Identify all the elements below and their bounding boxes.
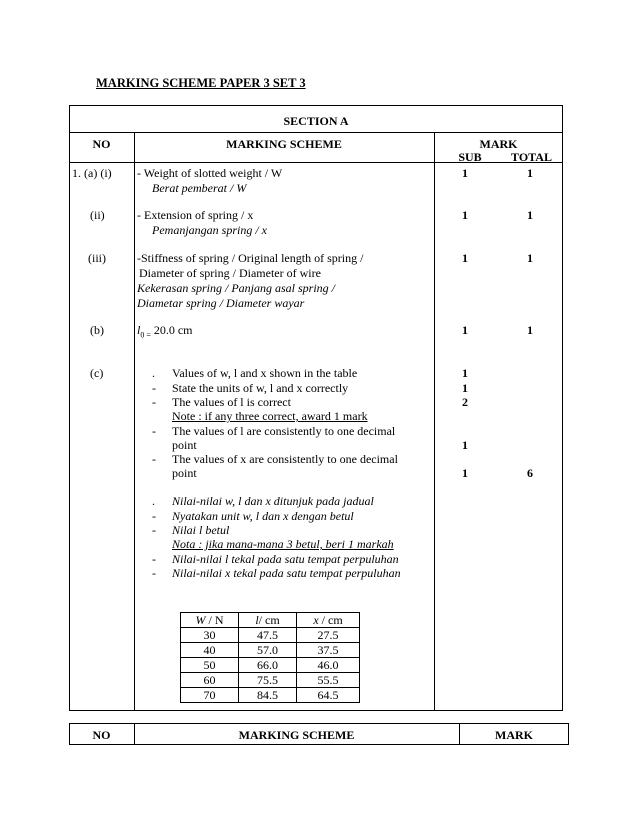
scheme-line-malay: Kekerasan spring / Panjang asal spring /: [137, 281, 336, 295]
sub-mark: 1: [462, 166, 468, 180]
table-header: W / N: [181, 613, 239, 628]
sub-mark: 1: [462, 466, 468, 480]
sub-mark: 1: [462, 208, 468, 222]
scheme-line: The values of l are consistently to one decimal: [172, 424, 396, 438]
scheme-line: - Weight of slotted weight / W: [137, 166, 283, 180]
scheme-line-malay: Nilai-nilai l tekal pada satu tempat perpuluhan: [172, 552, 399, 566]
footer-header-no: NO: [92, 728, 111, 742]
divider: [434, 132, 435, 711]
table-cell: 55.5: [297, 673, 360, 688]
value: 20.0 cm: [150, 323, 193, 337]
table-cell: 75.5: [239, 673, 297, 688]
total-mark: 1: [527, 208, 533, 222]
question-no: (b): [90, 323, 104, 337]
bullet: -: [152, 509, 156, 523]
header-scheme: MARKING SCHEME: [226, 137, 342, 151]
table-header: x / cm: [297, 613, 360, 628]
table-row: [181, 658, 360, 673]
table-cell: 30: [181, 628, 239, 643]
scheme-line: Values of w, l and x shown in the table: [172, 366, 358, 380]
scheme-line: The values of x are consistently to one decimal: [172, 452, 398, 466]
header-sub: SUB: [458, 150, 482, 164]
scheme-line-malay: Diametar spring / Diameter wayar: [137, 296, 305, 310]
scheme-line-malay: Nyatakan unit w, l dan x dengan betul: [172, 509, 354, 523]
table-cell: 40: [181, 643, 239, 658]
table-cell: 70: [181, 688, 239, 703]
section-heading: SECTION A: [283, 114, 349, 128]
bullet: -: [152, 381, 156, 395]
table-cell: 66.0: [239, 658, 297, 673]
table-cell: 60: [181, 673, 239, 688]
bullet: .: [152, 366, 155, 380]
divider: [134, 132, 135, 711]
header-total: TOTAL: [511, 150, 552, 164]
bullet: -: [152, 552, 156, 566]
bullet: -: [152, 523, 156, 537]
scheme-line: point: [172, 438, 197, 452]
scheme-note: Note : if any three correct, award 1 mark: [172, 409, 368, 423]
scheme-line-malay: Nilai-nilai x tekal pada satu tempat perpuluhan: [172, 566, 401, 580]
scheme-line: point: [172, 466, 197, 480]
sub-mark: 1: [462, 366, 468, 380]
scheme-line: State the units of w, l and x correctly: [172, 381, 349, 395]
scheme-line: -Stiffness of spring / Original length of spring /: [137, 251, 364, 265]
table-row: [181, 643, 360, 658]
table-cell: 57.0: [239, 643, 297, 658]
table-cell: 37.5: [297, 643, 360, 658]
footer-header-mark: MARK: [495, 728, 533, 742]
table-row: [181, 688, 360, 703]
total-mark: 6: [527, 466, 533, 480]
total-mark: 1: [527, 166, 533, 180]
data-table: [180, 612, 360, 703]
scheme-line: - Extension of spring / x: [137, 208, 254, 222]
scheme-line: [137, 323, 193, 339]
footer-header-scheme: MARKING SCHEME: [238, 728, 355, 742]
table-row: [181, 673, 360, 688]
divider: [69, 132, 563, 133]
scheme-line: The values of l is correct: [172, 395, 291, 409]
table-cell: 64.5: [297, 688, 360, 703]
total-mark: 1: [527, 323, 533, 337]
page-title: MARKING SCHEME PAPER 3 SET 3: [96, 76, 306, 90]
bullet: -: [152, 566, 156, 580]
subscript: 0 =: [140, 330, 151, 340]
table-header-row: [181, 613, 360, 628]
scheme-line-malay: Nilai l betul: [172, 523, 230, 537]
table-cell: 46.0: [297, 658, 360, 673]
bullet: -: [152, 424, 156, 438]
sub-mark: 1: [462, 381, 468, 395]
sub-mark: 1: [462, 251, 468, 265]
question-no: 1. (a) (i): [72, 166, 112, 180]
bullet: -: [152, 395, 156, 409]
sub-mark: 1: [462, 438, 468, 452]
symbol-l: l: [137, 323, 141, 337]
question-no: (c): [90, 366, 104, 380]
table-header: l/ cm: [239, 613, 297, 628]
table-cell: 84.5: [239, 688, 297, 703]
table-cell: 47.5: [239, 628, 297, 643]
bullet: .: [152, 494, 155, 508]
table-cell: 27.5: [297, 628, 360, 643]
scheme-line-malay: Nilai-nilai w, l dan x ditunjuk pada jadual: [172, 494, 374, 508]
question-no: (ii): [90, 208, 105, 222]
scheme-line-malay: Berat pemberat / W: [152, 181, 247, 195]
sub-mark: 2: [462, 395, 468, 409]
scheme-note-malay: Nota : jika mana-mana 3 betul, beri 1 markah: [172, 537, 394, 551]
header-no: NO: [92, 137, 111, 151]
total-mark: 1: [527, 251, 533, 265]
table-cell: 50: [181, 658, 239, 673]
bullet: -: [152, 452, 156, 466]
table-row: [181, 628, 360, 643]
question-no: (iii): [88, 251, 106, 265]
header-mark: MARK: [479, 137, 518, 151]
sub-mark: 1: [462, 323, 468, 337]
scheme-line-malay: Pemanjangan spring / x: [152, 223, 267, 237]
scheme-line: Diameter of spring / Diameter of wire: [139, 266, 321, 280]
